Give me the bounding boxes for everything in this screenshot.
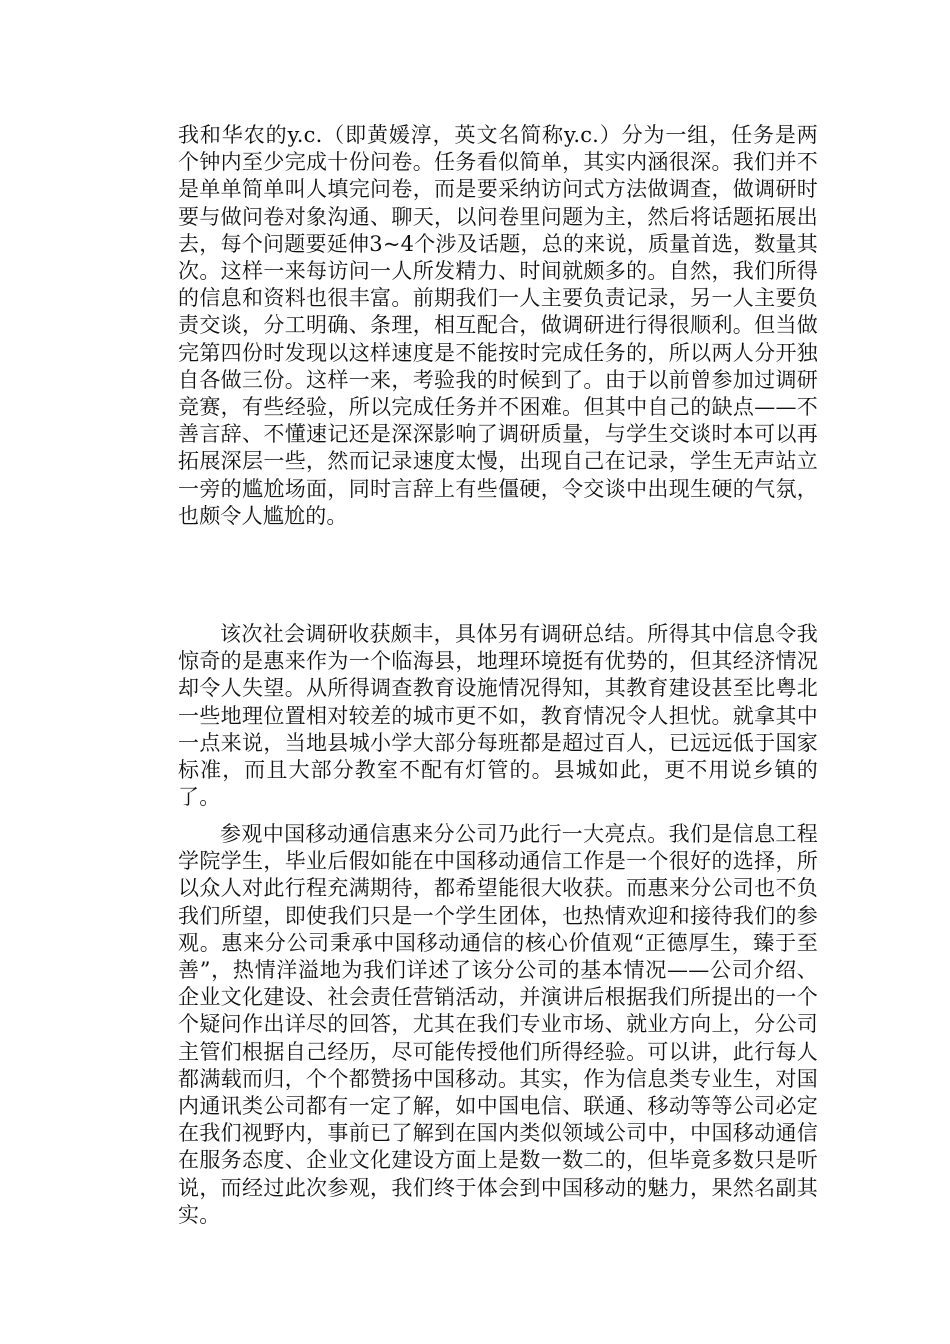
paragraph-survey-experience: 我和华农的y.c.（即黄媛淳，英文名简称y.c.）分为一组，任务是两个钟内至少完成十份问卷。任务看似简单，其实内涵很深。我们并不是单单简单叫人填完问卷，而是要采纳访问式方法做调查，做调研时要与做问卷对象沟通、聊天，以问卷里问题为主，然后将话题拓展出去，每个问题要延伸3~4个涉及话题，总的来说，质量首选，数量其次。这样一来每访问一人所发精力、时间就颇多的。自然，我们所得的信息和资料也很丰富。前期我们一人主要负责记录，另一人主要负责交谈，分工明确、条理，相互配合，做调研进行得很顺利。但当做完第四份时发现以这样速度是不能按时完成任务的，所以两人分开独自各做三份。这样一来，考验我的时候到了。由于以前曾参加过调研竞赛，有些经验，所以完成任务并不困难。但其中自己的缺点——不善言辞、不懂速记还是深深影响了调研质量，与学生交谈时本可以再拓展深层一些，然而记录速度太慢，出现自己在记录，学生无声站立一旁的尴尬场面，同时言辞上有些僵硬，令交谈中出现生硬的气氛，也颇令人尴尬的。 xyxy=(178,123,818,528)
paragraph-research-findings: 该次社会调研收获颇丰，具体另有调研总结。所得其中信息令我惊奇的是惠来作为一个临海县，地理环境挺有优势的，但其经济情况却令人失望。从所得调查教育设施情况得知，其教育建设甚至比粤北一些地理位置相对较差的城市更不如，教育情况令人担忧。就拿其中一点来说，当地县城小学大部分每班都是超过百人，已远远低于国家标准，而且大部分教室不配有灯管的。县城如此，更不用说乡镇的了。 xyxy=(178,622,818,810)
paragraph-china-mobile-visit: 参观中国移动通信惠来分公司乃此行一大亮点。我们是信息工程学院学生，毕业后假如能在中国移动通信工作是一个很好的选择，所以众人对此行程充满期待，都希望能很大收获。而惠来分公司也不负我们所望，即使我们只是一个学生团体，也热情欢迎和接待我们的参观。惠来分公司秉承中国移动通信的核心价值观“正德厚生，臻于至善”，热情洋溢地为我们详述了该分公司的基本情况——公司介绍、企业文化建设、社会责任营销活动，并演讲后根据我们所提出的一个个疑问作出详尽的回答，尤其在我们专业市场、就业方向上，分公司主管们根据自己经历，尽可能传授他们所得经验。可以讲，此行每人都满载而归，个个都赞扬中国移动。其实，作为信息类专业生，对国内通讯类公司都有一定了解，如中国电信、联通、移动等等公司必定在我们视野内，事前已了解到在国内类似领域公司中，中国移动通信在服务态度、企业文化建设方面上是数一数二的，但毕竟多数只是听说，而经过此次参观，我们终于体会到中国移动的魅力，果然名副其实。 xyxy=(178,822,818,1227)
